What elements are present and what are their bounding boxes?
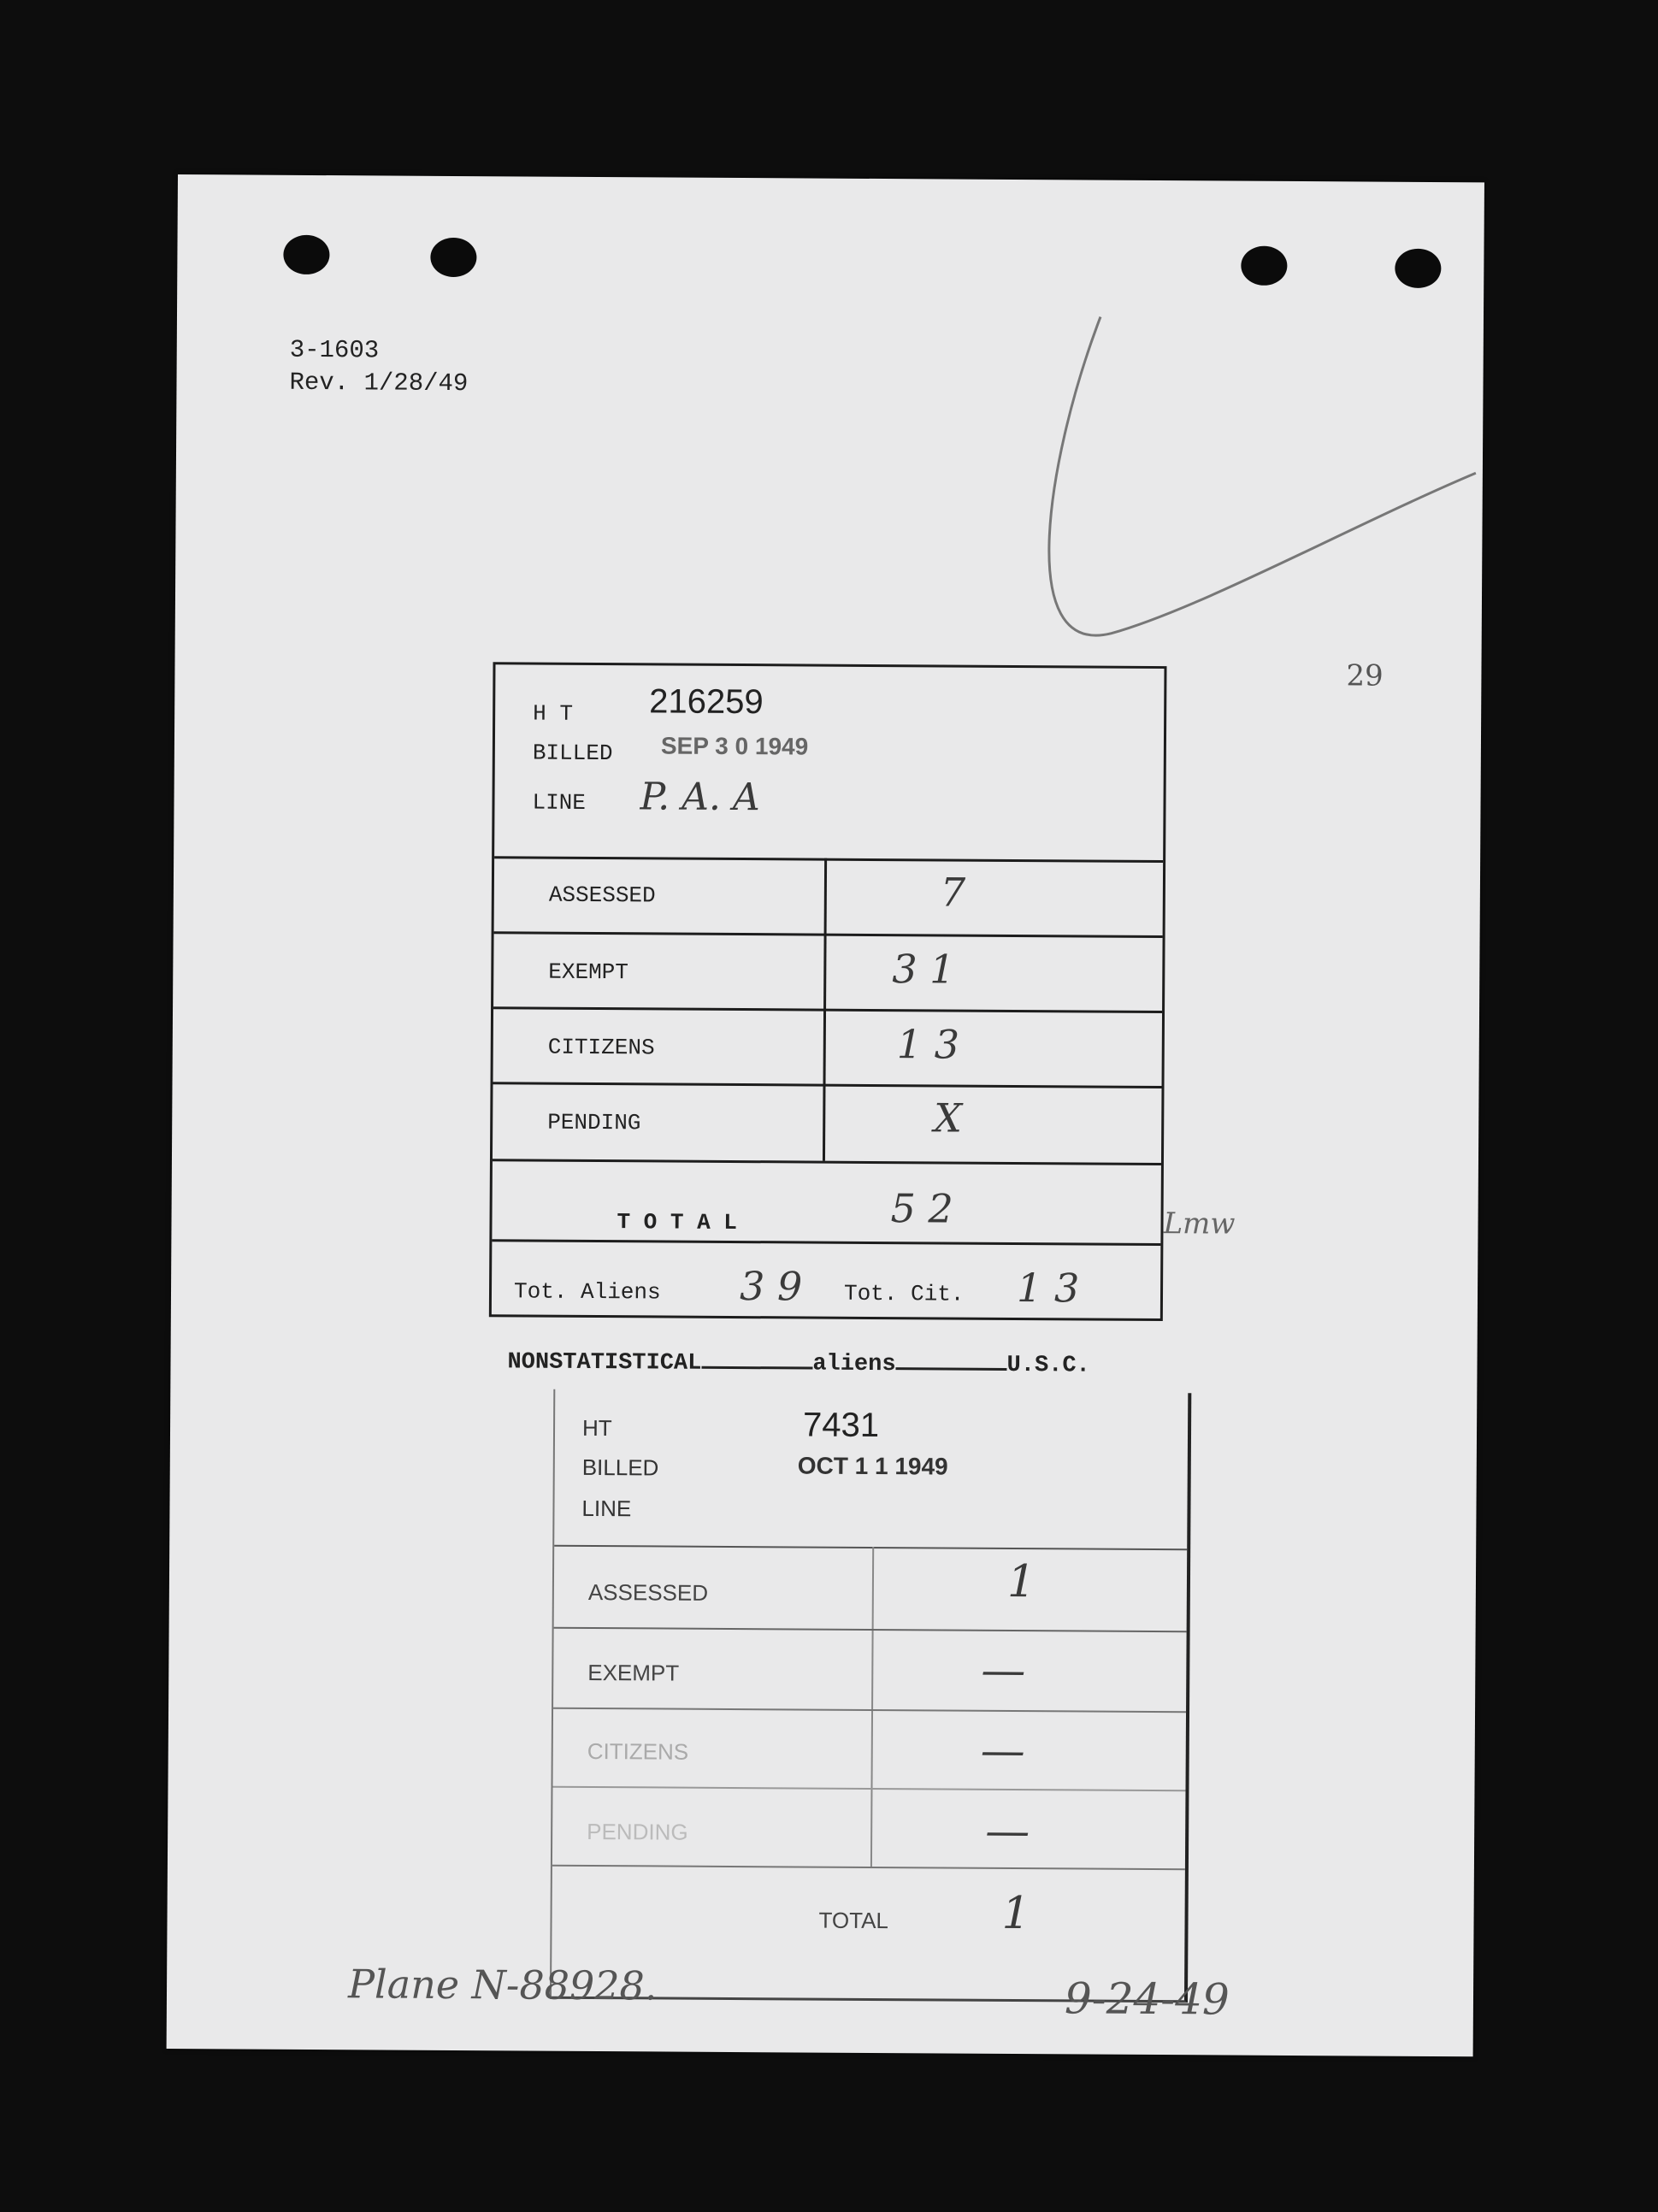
nonstatistical-line [507,1349,1089,1378]
total-aliens-value: 3 9 [739,1263,803,1310]
line-label: LINE [581,1495,632,1522]
exempt-value: — [981,1644,1026,1697]
revision-date: Rev. 1/28/49 [289,368,469,398]
pending-value: — [984,1805,1030,1858]
ht-label: H T [533,700,574,727]
billed-date: OCT 1 1 1949 [797,1452,948,1480]
divider [552,1786,1185,1792]
citizens-value: — [980,1725,1025,1778]
stamp-box-1 [489,662,1167,1321]
assessed-label: ASSESSED [548,882,656,909]
usc-label: U.S.C. [1006,1352,1090,1379]
divider [870,1547,874,1867]
stamp-box-2 [550,1389,1191,2003]
blank-line [896,1367,1007,1371]
divider [492,1239,1160,1246]
plane-number: Plane N-88928. [347,1961,658,2009]
total-aliens-label: Tot. Aliens [513,1278,661,1306]
total-label: TOTAL [818,1907,889,1934]
total-label: T O T A L [617,1209,738,1236]
line-label: LINE [532,789,587,816]
inspector-initials: Lmw [1163,1206,1236,1242]
total-value: 5 2 [890,1185,953,1232]
divider [493,1159,1161,1165]
billed-label: BILLED [532,740,613,767]
divider [554,1545,1187,1551]
divider [553,1708,1186,1714]
divider [493,1082,1162,1088]
divider [493,1006,1162,1013]
assessed-value: 1 [1006,1555,1036,1608]
document-page [167,174,1484,2056]
billed-label: BILLED [581,1454,659,1481]
total-citizens-value: 1 3 [1016,1265,1080,1312]
assessed-label: ASSESSED [587,1578,709,1606]
blank-line [701,1366,812,1370]
ht-number: 7431 [802,1406,880,1445]
pending-label: PENDING [587,1818,688,1845]
assessed-value: 7 [940,869,966,916]
citizens-label: CITIZENS [587,1737,689,1765]
aliens-label: aliens [812,1351,896,1378]
divider [494,931,1163,938]
ht-number: 216259 [649,682,764,722]
exempt-label: EXEMPT [548,959,629,986]
ht-label: HT [581,1414,612,1442]
exempt-label: EXEMPT [587,1659,680,1686]
page-number: 29 [1346,658,1384,693]
citizens-label: CITIZENS [547,1034,655,1061]
divider [494,856,1163,863]
divider [552,1865,1185,1871]
total-value: 1 [1001,1887,1030,1940]
form-number: 3-1603 [289,335,380,365]
billed-date: SEP 3 0 1949 [660,732,809,760]
handwritten-date: 9-24-49 [1064,1973,1230,2025]
pending-value: X [934,1094,963,1141]
divider [554,1627,1187,1633]
citizens-value: 1 3 [896,1021,960,1068]
total-citizens-label: Tot. Cit. [843,1280,965,1307]
exempt-value: 3 1 [892,946,955,993]
line-value: P. A. A [640,775,760,820]
nonstatistical-label: NONSTATISTICAL [507,1349,702,1377]
pending-label: PENDING [547,1109,641,1136]
